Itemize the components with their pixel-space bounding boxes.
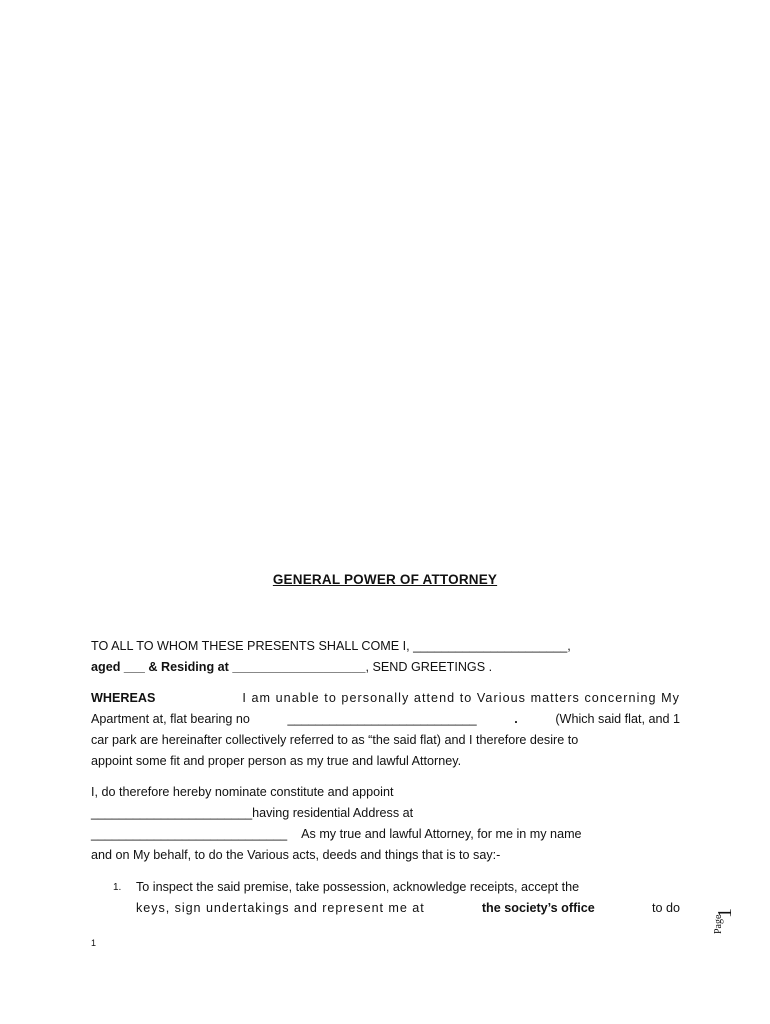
- appoint-line-1: I, do therefore hereby nominate constitute and appoint: [91, 785, 394, 799]
- greeting-paragraph: [91, 636, 680, 678]
- page-number-large: 1: [714, 908, 736, 918]
- society-office: the society’s office: [481, 901, 595, 915]
- flat-number-blank: ___________________________: [287, 712, 477, 726]
- list-item: [91, 877, 680, 919]
- whereas-line-1: [91, 688, 680, 709]
- appoint-attorney-text: As my true and lawful Attorney, for me in my name: [301, 827, 582, 841]
- list-item-text-2c: to do: [651, 901, 680, 915]
- list-item-number: 1.: [113, 882, 122, 893]
- attorney-address-blank: ____________________________: [91, 827, 288, 841]
- appoint-line-2: [91, 803, 680, 824]
- whereas-lead: WHEREAS: [91, 691, 156, 705]
- greeting-line-2: [91, 657, 680, 678]
- whereas-line-4: appoint some fit and proper person as my true and lawful Attorney.: [91, 754, 462, 768]
- list-item-line-2: [136, 898, 680, 919]
- whereas-line-3: car park are hereinafter collectively referred to as “the said flat) and I therefore desire to: [91, 733, 579, 747]
- attorney-name-blank: _______________________: [91, 806, 253, 820]
- list-item-line-1: To inspect the said premise, take possession, acknowledge receipts, accept the: [136, 880, 580, 894]
- appoint-address-label: having residential Address at: [252, 806, 414, 820]
- footer-page-number: 1: [91, 938, 97, 948]
- page-margin-label: [708, 900, 736, 940]
- whereas-paragraph: [91, 688, 680, 772]
- page-label: Page: [713, 914, 724, 934]
- appoint-line-3: [91, 824, 680, 845]
- appoint-paragraph: [91, 782, 680, 866]
- powers-list: [91, 877, 680, 919]
- greeting-line-1: TO ALL TO WHOM THESE PRESENTS SHALL COME I, ______________________,: [91, 639, 571, 653]
- page-margin-svg: [708, 900, 736, 940]
- whereas-apartment: Apartment at, flat bearing no: [91, 712, 250, 726]
- greeting-age-residence: aged ___ & Residing at ___________________: [91, 660, 366, 674]
- whereas-period: .: [514, 712, 518, 726]
- document-title: GENERAL POWER OF ATTORNEY: [272, 572, 498, 587]
- list-item-body: [136, 877, 680, 919]
- whereas-text-1: I am unable to personally attend to Various matters concerning My: [242, 691, 680, 705]
- greeting-send: , SEND GREETINGS .: [365, 660, 493, 674]
- whereas-which-said: (Which said flat, and 1: [555, 712, 680, 726]
- whereas-line-2: [91, 709, 680, 730]
- appoint-line-4: and on My behalf, to do the Various acts, deeds and things that is to say:-: [91, 848, 501, 862]
- list-item-text-2a: keys, sign undertakings and represent me at: [136, 901, 425, 915]
